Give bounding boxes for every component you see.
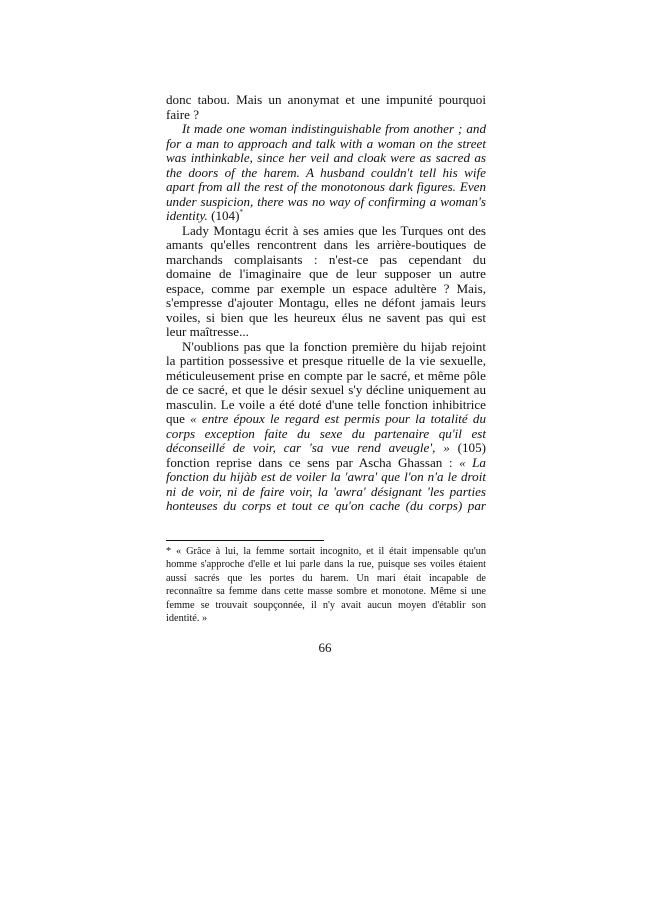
text-line — [166, 137, 486, 152]
italic-text: It made one woman indistinguishable from another ; and — [182, 121, 486, 136]
italic-text: ni de voir, ni de faire voir, la 'awra' désignant 'les parties — [166, 483, 486, 499]
text-segment: amants qu'elles rencontrent dans les arrière-boutiques de — [166, 237, 486, 252]
text-segment: leur maîtresse... — [166, 324, 249, 339]
italic-text: under suspicion, there was no way of confirming a woman's — [166, 193, 486, 209]
italic-text: corps exception faite du sexe du partenaire qu'il est — [166, 425, 486, 441]
text-segment: homme s'approche d'elle et lui parle dans la rue, puisque ses voiles étaient — [166, 559, 486, 571]
italic-text: « entre époux le regard est permis pour la totalité du — [190, 411, 486, 426]
footnote-separator — [166, 540, 324, 541]
text-segment: la partition possessive et presque rituelle de la vie sexuelle, — [166, 353, 486, 368]
footnote-marker: * — [239, 208, 243, 216]
text-line — [166, 398, 486, 413]
text-line — [166, 340, 486, 355]
text-segment: * « Grâce à lui, la femme sortait incognito, et il était impensable qu'un — [166, 546, 486, 557]
page-number: 66 — [318, 640, 332, 655]
italic-text: identity. — [166, 208, 208, 223]
text-segment: identité. » — [166, 612, 208, 624]
text-line — [166, 470, 486, 485]
text-line — [166, 93, 486, 108]
text-line — [166, 456, 486, 471]
text-line — [166, 238, 486, 253]
text-line — [166, 209, 486, 224]
text-segment: donc tabou. Mais un anonymat et une impunité pourquoi — [166, 92, 486, 107]
text-segment: femme se trouvait soupçonnée, il n'y avait aucun moyen d'établir son — [166, 599, 486, 611]
footnote-line — [166, 572, 486, 585]
text-segment: voiles, si bien que les heureux élus ne savent pas qui est — [166, 309, 486, 325]
italic-text: honteuses du corps et tout ce qu'on cache (du corps) par — [166, 498, 486, 513]
text-segment: reconnaître sa femme dans cette masse sombre et monotone. Même si une — [166, 586, 486, 598]
text-segment: (104) — [207, 208, 240, 223]
italic-text: apart from all the rest of the monotonous dark figures. Even — [166, 179, 486, 194]
text-line — [166, 427, 486, 442]
text-line — [166, 311, 486, 326]
text-segment: marchands complaisants : n'est-ce pas cependant du — [166, 251, 486, 267]
text-line — [166, 195, 486, 210]
text-segment: (105) — [449, 440, 486, 455]
text-segment: faire ? — [166, 106, 200, 122]
text-line — [166, 383, 486, 398]
text-line — [166, 296, 486, 311]
text-segment: espace, comme par exemple un espace adultère ? Mais, — [166, 280, 486, 296]
text-line — [166, 282, 486, 297]
text-segment: méticuleusement prise en compte par le sacré, et même pôle — [166, 367, 486, 383]
text-segment: domaine de l'imaginaire que de leur supposer un autre — [166, 266, 486, 281]
body-text — [166, 93, 486, 514]
italic-text: the doors of the harem. A husband couldn't tell his wife — [166, 164, 486, 180]
text-segment: Lady Montagu écrit à ses amies que les Turques ont des — [182, 222, 486, 238]
text-line — [166, 108, 486, 123]
footnote-line — [166, 585, 486, 598]
text-segment: masculin. Le voile a été doté d'une telle fonction inhibitrice — [166, 396, 486, 412]
text-line — [166, 180, 486, 195]
text-line — [166, 267, 486, 282]
footnote — [166, 545, 486, 625]
text-line — [166, 166, 486, 181]
text-line — [166, 485, 486, 500]
text-line — [166, 253, 486, 268]
text-line — [166, 325, 486, 340]
italic-text: fonction du hijàb est de voiler la 'awra' que l'on n'a le droit — [166, 469, 486, 484]
text-segment: N'oublions pas que la fonction première du hijab rejoint — [182, 338, 486, 354]
text-segment: s'empresse d'ajouter Montagu, elles ne défont jamais leurs — [166, 295, 486, 310]
footnote-line — [166, 545, 486, 558]
text-line — [166, 499, 486, 514]
text-segment: que — [166, 411, 191, 426]
text-line — [166, 224, 486, 239]
text-segment: de ce sacré, et que le désir sexuel s'y décline uniquement au — [166, 382, 486, 397]
italic-text: was inthinkable, since her veil and cloak were as sacred as — [166, 150, 486, 165]
text-segment: fonction reprise dans ce sens par Ascha Ghassan : — [166, 454, 460, 470]
footnote-line — [166, 558, 486, 571]
text-line — [166, 354, 486, 369]
italic-text: déconseillé de voir, car 'sa vue rend aveugle', » — [166, 440, 450, 455]
footnote-line — [166, 599, 486, 612]
text-line — [166, 369, 486, 384]
text-line — [166, 151, 486, 166]
text-line — [166, 412, 486, 427]
text-segment: aussi sacrés que les portes du harem. Un mari était incapable de — [166, 572, 486, 584]
footnote-line — [166, 612, 486, 625]
text-line — [166, 441, 486, 456]
italic-text: for a man to approach and talk with a woman on the street — [166, 135, 486, 151]
text-line — [166, 122, 486, 137]
italic-text: « La — [459, 454, 486, 470]
